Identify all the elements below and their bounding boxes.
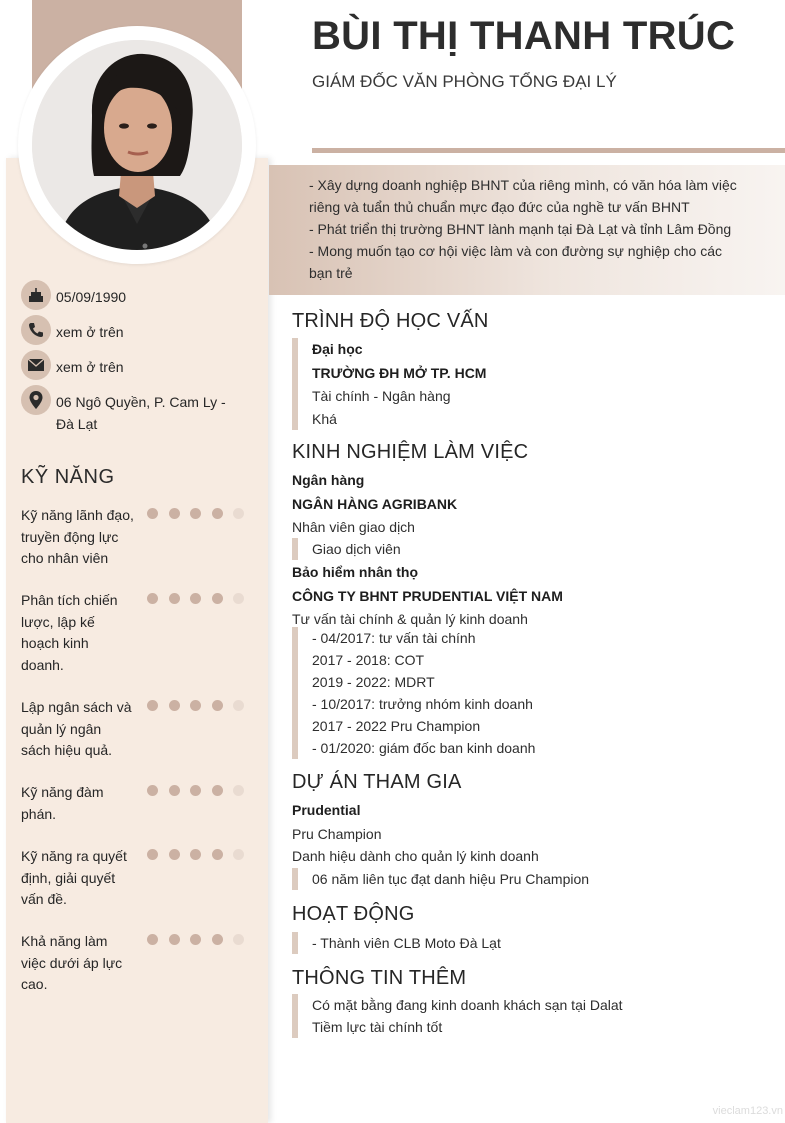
objective-line: - Mong muốn tạo cơ hội việc làm và con đường sự nghiệp cho các <box>309 243 722 259</box>
objective-line: - Phát triển thị trường BHNT lành mạnh tại Đà Lạt và tỉnh Lâm Đồng <box>309 221 732 237</box>
location-pin-icon <box>21 385 51 415</box>
address-line-1: 06 Ngô Quyền, P. Cam Ly - <box>56 394 226 410</box>
rating-dot-filled <box>212 508 223 519</box>
rating-dot-filled <box>212 849 223 860</box>
skill-name-line: Phân tích chiến <box>21 592 118 608</box>
skill-item <box>21 505 251 570</box>
rating-dot-empty <box>233 700 244 711</box>
rating-dot-filled <box>147 700 158 711</box>
job-company: NGÂN HÀNG AGRIBANK <box>292 496 458 512</box>
watermark: vieclam123.vn <box>712 1105 783 1117</box>
job-role: Nhân viên giao dịch <box>292 519 415 535</box>
rating-dot-filled <box>190 700 201 711</box>
job-detail: - 01/2020: giám đốc ban kinh doanh <box>312 740 536 756</box>
skill-name <box>21 931 141 996</box>
skill-name-line: Lập ngân sách và <box>21 699 132 715</box>
skill-rating <box>147 593 255 604</box>
skill-name-line: truyền động lực <box>21 528 119 545</box>
skill-name-line: sách hiệu quả. <box>21 742 113 758</box>
job-detail: - 04/2017: tư vấn tài chính <box>312 630 476 646</box>
contact-birthday <box>21 286 251 310</box>
skill-rating <box>147 785 255 796</box>
rating-dot-filled <box>169 700 180 711</box>
education-major: Tài chính - Ngân hàng <box>312 388 451 404</box>
job-1-header <box>292 469 457 538</box>
skill-name-line: quản lý ngân <box>21 720 102 737</box>
rating-dot-filled <box>212 700 223 711</box>
skill-item <box>21 590 251 676</box>
skill-name-line: cho nhân viên <box>21 550 109 566</box>
birthday-cake-icon <box>21 280 51 310</box>
skill-name-line: doanh. <box>21 656 64 673</box>
project-detail: 06 năm liên tục đạt danh hiệu Pru Champion <box>312 871 590 887</box>
candidate-name: BÙI THỊ THANH TRÚC <box>312 14 736 58</box>
job-2-details <box>292 627 535 759</box>
skill-name-line: lược, lập kế <box>21 613 95 630</box>
rating-dot-filled <box>147 849 158 860</box>
job-detail: 2019 - 2022: MDRT <box>312 674 435 690</box>
job-detail: 2017 - 2022 Pru Champion <box>312 718 481 734</box>
activities-details <box>292 932 501 954</box>
rating-dot-filled <box>190 849 201 860</box>
rating-dot-filled <box>190 508 201 519</box>
portrait-illustration <box>32 40 242 250</box>
job-field: Bảo hiểm nhân thọ <box>292 564 418 580</box>
profile-photo <box>32 40 242 250</box>
skill-rating <box>147 508 255 519</box>
rating-dot-empty <box>233 785 244 796</box>
rating-dot-filled <box>169 849 180 860</box>
skill-name-line: việc dưới áp lực <box>21 954 123 971</box>
skill-name-line: Kỹ năng lãnh đạo, <box>21 507 134 523</box>
skill-rating <box>147 934 255 945</box>
projects-heading: DỰ ÁN THAM GIA <box>292 771 462 793</box>
objective-line: bạn trẻ <box>309 265 353 281</box>
skill-name-line: Kỹ năng ra quyết <box>21 848 127 864</box>
rating-dot-empty <box>233 508 244 519</box>
skills-heading: KỸ NĂNG <box>21 466 115 488</box>
skill-name-line: cao. <box>21 976 48 992</box>
skill-item <box>21 931 251 996</box>
extra-info-details <box>292 994 623 1038</box>
skill-item <box>21 846 251 911</box>
address-line-2: Đà Lạt <box>56 416 98 432</box>
contact-phone <box>21 321 251 345</box>
skill-rating <box>147 700 255 711</box>
project-header <box>292 799 539 867</box>
phone-text[interactable]: xem ở trên <box>56 324 124 340</box>
job-role: Tư vấn tài chính & quản lý kinh doanh <box>292 611 528 627</box>
education-grade: Khá <box>312 411 337 427</box>
skill-name <box>21 590 141 676</box>
rating-dot-empty <box>233 934 244 945</box>
birthday-text: 05/09/1990 <box>56 289 127 305</box>
rating-dot-filled <box>190 785 201 796</box>
skill-name-line: phán. <box>21 805 57 822</box>
rating-dot-filled <box>212 934 223 945</box>
skill-item <box>21 697 251 762</box>
rating-dot-filled <box>147 508 158 519</box>
job-1-details <box>292 538 401 560</box>
objective-line: riêng và tuẩn thủ chuẩn mực đạo đức của nghề tư vấn BHNT <box>309 199 690 215</box>
rating-dot-filled <box>212 785 223 796</box>
job-2-header <box>292 561 563 630</box>
skill-item <box>21 782 251 825</box>
skill-name <box>21 846 141 911</box>
contact-address <box>21 391 251 435</box>
project-name: Pru Champion <box>292 826 382 842</box>
objective-line: - Xây dựng doanh nghiệp BHNT của riêng mình, có văn hóa làm việc <box>309 177 737 193</box>
job-detail: Giao dịch viên <box>312 541 401 557</box>
job-field: Ngân hàng <box>292 472 365 488</box>
address-text <box>56 391 226 435</box>
email-text[interactable]: xem ở trên <box>56 359 124 375</box>
skill-name <box>21 782 141 825</box>
project-details <box>292 868 589 890</box>
extra-info-heading: THÔNG TIN THÊM <box>292 967 467 989</box>
envelope-icon <box>21 350 51 380</box>
education-block <box>292 338 486 430</box>
rating-dot-filled <box>212 593 223 604</box>
contact-email <box>21 356 251 380</box>
experience-heading: KINH NGHIỆM LÀM VIỆC <box>292 441 529 463</box>
skill-rating <box>147 849 255 860</box>
rating-dot-empty <box>233 849 244 860</box>
rating-dot-filled <box>190 593 201 604</box>
career-objective <box>269 165 785 295</box>
activity-detail: - Thành viên CLB Moto Đà Lạt <box>312 935 501 951</box>
project-desc: Danh hiệu dành cho quản lý kinh doanh <box>292 848 539 864</box>
rating-dot-filled <box>147 593 158 604</box>
title-divider <box>312 148 785 153</box>
skill-name <box>21 505 141 570</box>
rating-dot-filled <box>169 508 180 519</box>
activities-heading: HOẠT ĐỘNG <box>292 903 415 925</box>
job-detail: - 10/2017: trưởng nhóm kinh doanh <box>312 696 533 712</box>
education-degree: Đại học <box>312 341 363 357</box>
skill-name-line: Khả năng làm <box>21 933 108 949</box>
skill-name-line: Kỹ năng đàm <box>21 784 104 800</box>
rating-dot-filled <box>147 934 158 945</box>
job-company: CÔNG TY BHNT PRUDENTIAL VIỆT NAM <box>292 588 563 604</box>
candidate-position: GIÁM ĐỐC VĂN PHÒNG TỔNG ĐẠI LÝ <box>312 72 617 91</box>
extra-detail: Tiềm lực tài chính tốt <box>312 1019 443 1035</box>
education-school: TRƯỜNG ĐH MỞ TP. HCM <box>312 365 487 381</box>
job-detail: 2017 - 2018: COT <box>312 652 425 668</box>
rating-dot-filled <box>190 934 201 945</box>
skill-name-line: định, giải quyết <box>21 869 116 886</box>
skill-name <box>21 697 141 762</box>
extra-detail: Có mặt bằng đang kinh doanh khách sạn tại Dalat <box>312 997 623 1013</box>
rating-dot-filled <box>169 785 180 796</box>
rating-dot-filled <box>147 785 158 796</box>
project-org: Prudential <box>292 802 361 818</box>
phone-icon <box>21 315 51 345</box>
skill-name-line: vấn đề. <box>21 891 67 907</box>
rating-dot-empty <box>233 593 244 604</box>
education-heading: TRÌNH ĐỘ HỌC VẤN <box>292 310 489 332</box>
skill-name-line: hoạch kinh <box>21 635 89 651</box>
rating-dot-filled <box>169 593 180 604</box>
rating-dot-filled <box>169 934 180 945</box>
